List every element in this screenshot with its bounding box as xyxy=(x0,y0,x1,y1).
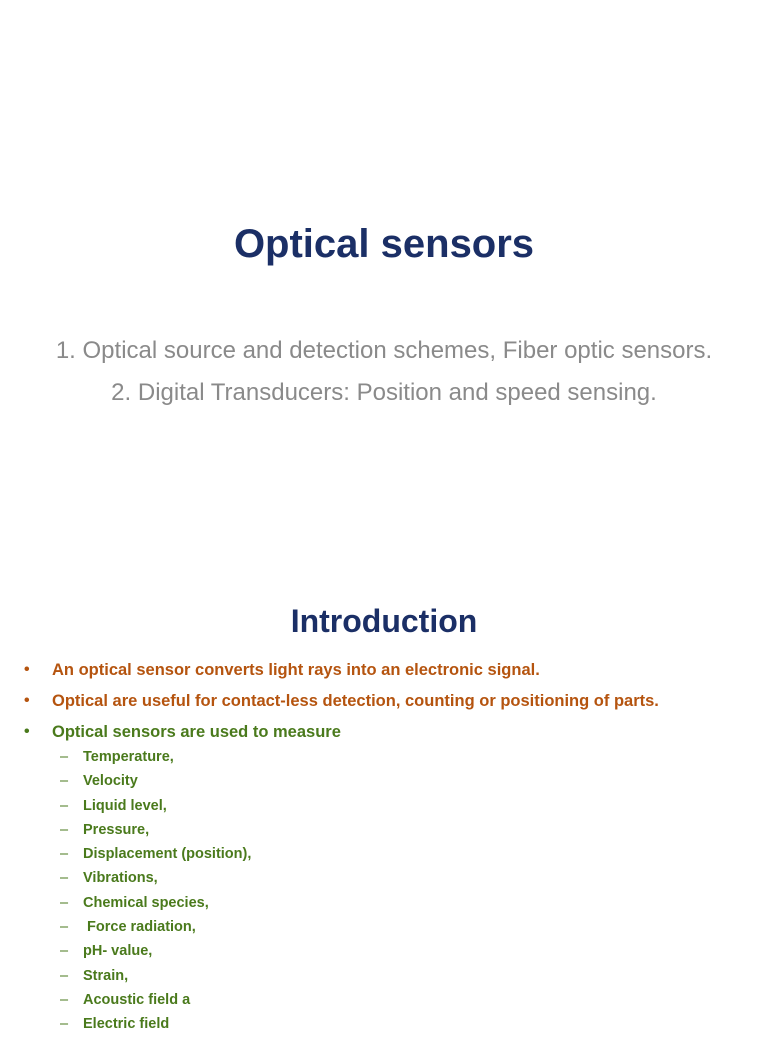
dash-icon: – xyxy=(60,797,69,814)
slide-title-heading: Optical sensors xyxy=(233,222,535,266)
measure-item-text: Temperature, xyxy=(83,749,174,765)
measure-item-text: Chemical species, xyxy=(83,894,209,911)
dash-icon: – xyxy=(60,749,69,765)
bullet-text: An optical sensor converts light rays into an electronic signal. xyxy=(52,661,540,679)
measure-item-text: Liquid level, xyxy=(83,797,167,814)
measure-item xyxy=(24,964,754,988)
subtitle-line-2: 2. Digital Transducers: Position and speed sensing. xyxy=(111,379,657,406)
measure-item-text: Acoustic field a xyxy=(83,991,191,1008)
dash-icon: – xyxy=(60,821,69,838)
measure-item-text: Force radiation, xyxy=(83,919,196,936)
dash-icon: – xyxy=(60,870,69,887)
measure-item xyxy=(24,915,754,939)
measure-item xyxy=(24,842,754,866)
dash-icon: – xyxy=(60,846,69,863)
measure-item-text: Velocity xyxy=(83,773,138,790)
bullet-item xyxy=(24,721,754,1037)
dash-icon: – xyxy=(60,894,69,911)
bullet-icon: • xyxy=(24,661,30,678)
measure-item xyxy=(24,769,754,793)
measure-item-text: Strain, xyxy=(83,967,129,984)
measure-item-text: Displacement (position), xyxy=(83,846,252,863)
bullet-icon: • xyxy=(24,723,30,740)
bullet-text: Optical sensors are used to measure xyxy=(52,723,341,741)
dash-icon: – xyxy=(60,773,69,790)
measure-item xyxy=(24,818,754,842)
measure-list xyxy=(24,745,754,1037)
subtitle-line-1: 1. Optical source and detection schemes, Fiber optic sensors. xyxy=(55,337,713,364)
dash-icon: – xyxy=(60,943,69,960)
bullet-item xyxy=(24,690,754,712)
measure-item-text: Vibrations, xyxy=(83,870,158,887)
dash-icon: – xyxy=(60,919,69,936)
measure-item-text: Pressure, xyxy=(83,821,150,838)
dash-icon: – xyxy=(60,967,69,984)
measure-item xyxy=(24,891,754,915)
dash-icon: – xyxy=(60,991,69,1008)
slide-introduction xyxy=(0,576,768,1033)
measure-item xyxy=(24,939,754,963)
measure-item xyxy=(24,988,754,1012)
bullet-text: Optical are useful for contact-less detection, counting or positioning of parts. xyxy=(52,692,659,710)
measure-item-text: pH- value, xyxy=(83,943,153,960)
measure-item xyxy=(24,794,754,818)
measure-item xyxy=(24,1012,754,1036)
measure-item xyxy=(24,866,754,890)
bullet-item xyxy=(24,659,754,681)
measure-item xyxy=(24,745,754,769)
measure-item-text: Electric field xyxy=(83,1016,170,1033)
dash-icon: – xyxy=(60,1016,69,1033)
slide-subtitle xyxy=(40,334,728,418)
introduction-heading: Introduction xyxy=(290,603,478,639)
bullet-icon: • xyxy=(24,692,30,709)
bullet-list xyxy=(24,659,754,1046)
